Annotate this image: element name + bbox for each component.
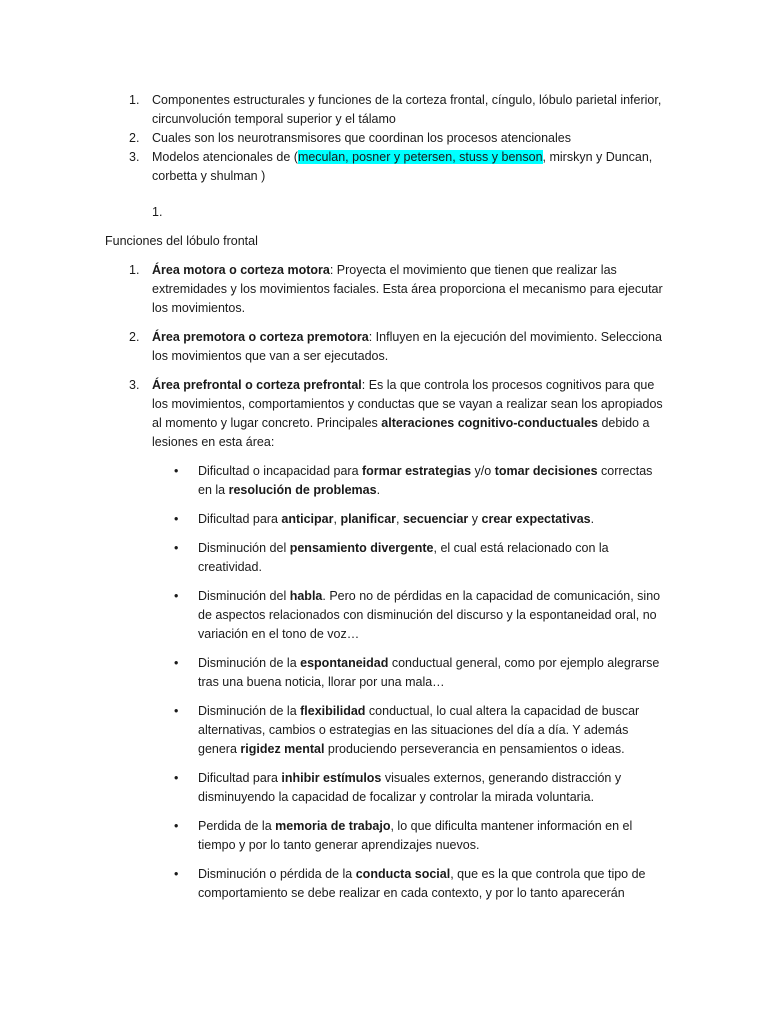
- question-text: Componentes estructurales y funciones de la corteza frontal, cíngulo, lóbulo parietal inferior, circunvolución temporal superior y el tálamo: [152, 93, 662, 126]
- question-list: [105, 91, 665, 186]
- bullet-keyword: conducta social: [355, 867, 451, 881]
- question-item-3: [105, 148, 665, 186]
- bullet-text: y/o: [471, 464, 495, 478]
- list-number: 2.: [129, 131, 140, 145]
- bullet-keyword: tomar decisiones: [494, 464, 598, 478]
- alteration-bullet-list: [105, 462, 665, 903]
- bullet-text: Disminución de la: [198, 704, 301, 718]
- bullet-icon: •: [174, 512, 179, 526]
- list-number: 3.: [129, 378, 140, 392]
- bullet-text: Disminución de la: [198, 656, 301, 670]
- alteration-bullet-item: [152, 510, 663, 529]
- question-text-post: , mirskyn y Duncan, corbetta y shulman ): [152, 150, 653, 183]
- function-description: : Es la que controla los procesos cognitivos para que los movimientos, comportamientos y conductas que se vayan a realizar sean los apropiados al momento y lugar concreto. Principales: [152, 378, 663, 430]
- list-number: 2.: [129, 330, 140, 344]
- bullet-icon: •: [174, 771, 179, 785]
- bullet-text: Disminución o pérdida de la: [198, 867, 356, 881]
- bullet-keyword: anticipar: [281, 512, 334, 526]
- bullet-text: Perdida de la: [198, 819, 276, 833]
- bullet-text: Disminución del: [198, 541, 290, 555]
- bullet-keyword: planificar: [340, 512, 397, 526]
- bullet-text: .: [590, 512, 595, 526]
- list-number-standalone: 1.: [152, 205, 163, 219]
- bullet-keyword: resolución de problemas: [228, 483, 377, 497]
- bullet-keyword: flexibilidad: [300, 704, 366, 718]
- bullet-icon: •: [174, 541, 179, 555]
- bullet-text: Disminución del: [198, 589, 290, 603]
- alteration-bullet-item: [152, 817, 663, 855]
- bullet-text: . Pero no de pérdidas en la capacidad de comunicación, sino de aspectos relacionados con disminución del discurso y la espontaneidad oral, no variación en el tono de voz…: [198, 589, 661, 641]
- bullet-text: Dificultad o incapacidad para: [198, 464, 362, 478]
- function-description: : Proyecta el movimiento que tienen que realizar las extremidades y los movimientos faciales. Esta área proporciona el mecanismo para ejecutar los movimientos.: [152, 263, 663, 315]
- bullet-icon: •: [174, 464, 179, 478]
- bullet-text: conductual, lo cual altera la capacidad de buscar alternativas, cambios o estrategias en las situaciones del día a día. Y además genera: [198, 704, 640, 756]
- bullet-keyword: rigidez mental: [240, 742, 325, 756]
- function-term: Área motora o corteza motora: [152, 263, 330, 277]
- list-number: 1.: [129, 263, 140, 277]
- function-list: [105, 261, 665, 913]
- bullet-text: , que es la que controla que tipo de comportamiento se debe realizar en cada contexto, y por lo tanto aparecerán: [198, 867, 646, 900]
- function-item-1: [105, 261, 665, 318]
- alteration-bullet-item: [152, 654, 663, 692]
- bullet-text: produciendo perseverancia en pensamientos o ideas.: [324, 742, 625, 756]
- alteration-bullet-item: [152, 865, 663, 903]
- bullet-text: , lo que dificulta mantener información en el tiempo y por lo tanto generar aprendizajes nuevos.: [198, 819, 633, 852]
- bullet-icon: •: [174, 867, 179, 881]
- bullet-keyword: espontaneidad: [300, 656, 389, 670]
- bullet-icon: •: [174, 656, 179, 670]
- bullet-text: ,: [333, 512, 341, 526]
- bullet-text: visuales externos, generando distracción y disminuyendo la capacidad de focalizar y controlar la mirada voluntaria.: [198, 771, 622, 804]
- alteration-bullet-item: [152, 587, 663, 644]
- bullet-keyword: habla: [289, 589, 323, 603]
- question-item-1: [105, 91, 665, 129]
- function-term: Área prefrontal o corteza prefrontal: [152, 378, 362, 392]
- function-description-end: debido a lesiones en esta área:: [152, 416, 650, 449]
- question-item-2: [105, 129, 665, 148]
- bullet-text: conductual general, como por ejemplo alegrarse tras una buena noticia, llorar por una mala…: [198, 656, 660, 689]
- bullet-icon: •: [174, 704, 179, 718]
- question-text-pre: Modelos atencionales de (: [152, 150, 298, 164]
- alteration-bullet-item: [152, 462, 663, 500]
- function-term: Área premotora o corteza premotora: [152, 330, 369, 344]
- bullet-text: Dificultad para: [198, 512, 282, 526]
- bullet-keyword: inhibir estímulos: [281, 771, 382, 785]
- function-term-secondary: alteraciones cognitivo-conductuales: [381, 416, 598, 430]
- bullet-text: ,: [396, 512, 403, 526]
- bullet-text: correctas en la: [198, 464, 653, 497]
- bullet-icon: •: [174, 819, 179, 833]
- list-number: 1.: [129, 93, 140, 107]
- function-description: : Influyen en la ejecución del movimiento. Selecciona los movimientos que van a ser ejecutados.: [152, 330, 662, 363]
- function-item-3: [105, 376, 665, 452]
- list-number: 3.: [129, 150, 140, 164]
- bullet-text: Dificultad para: [198, 771, 282, 785]
- bullet-text: y: [468, 512, 482, 526]
- bullet-keyword: crear expectativas: [481, 512, 591, 526]
- function-item-2: [105, 328, 665, 366]
- bullet-keyword: memoria de trabajo: [275, 819, 391, 833]
- question-text: Cuales son los neurotransmisores que coordinan los procesos atencionales: [152, 131, 571, 145]
- bullet-keyword: formar estrategias: [362, 464, 472, 478]
- bullet-icon: •: [174, 589, 179, 603]
- alteration-bullet-item: [152, 539, 663, 577]
- highlighted-text: meculan, posner y petersen, stuss y benson: [297, 150, 543, 164]
- section-heading: Funciones del lóbulo frontal: [105, 234, 258, 248]
- alteration-bullet-item: [152, 769, 663, 807]
- bullet-text: , el cual está relacionado con la creatividad.: [198, 541, 609, 574]
- alteration-bullet-item: [152, 702, 663, 759]
- bullet-keyword: pensamiento divergente: [289, 541, 434, 555]
- bullet-keyword: secuenciar: [402, 512, 469, 526]
- bullet-text: .: [376, 483, 381, 497]
